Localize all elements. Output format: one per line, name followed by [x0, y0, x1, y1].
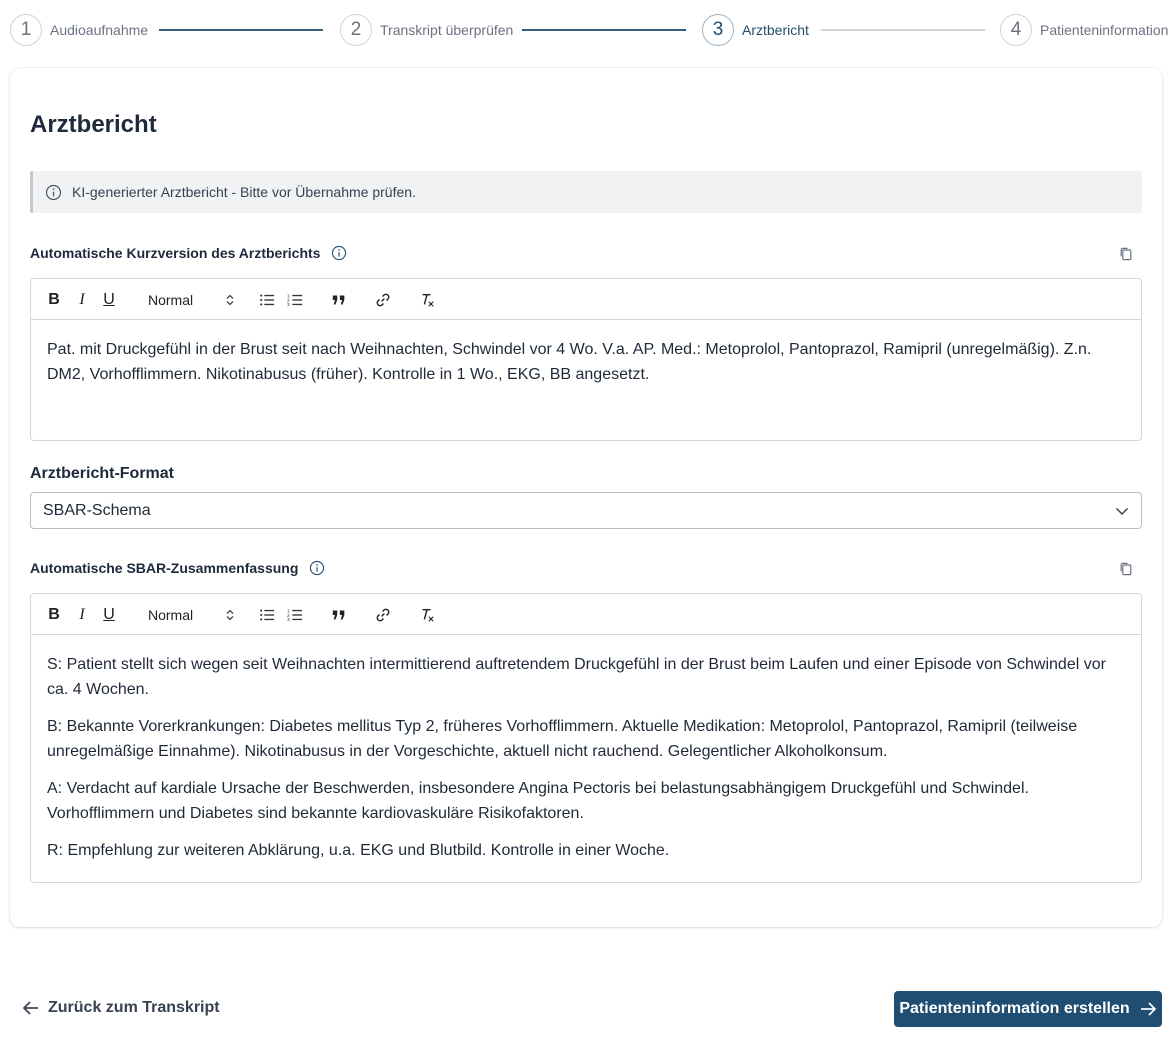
sbar-editor: [30, 593, 1142, 883]
sbar-situation: S: Patient stellt sich wegen seit Weihnachten intermittierend auftretendem Druckgefühl in der Brust beim Laufen und einer Episode von Schwindel vor ca. 4 Wochen.: [47, 656, 1106, 698]
copy-icon[interactable]: [1118, 561, 1134, 577]
format-select-value: SBAR-Schema: [43, 501, 151, 519]
back-to-transcript-button[interactable]: [22, 999, 220, 1017]
step-label: Transkript überprüfen: [380, 22, 514, 38]
svg-text:1: 1: [287, 294, 290, 300]
info-icon[interactable]: [331, 245, 347, 261]
stepper: [10, 14, 1169, 46]
step-label: Patienteninformation: [1040, 22, 1169, 38]
heading-select-value: Normal: [148, 292, 194, 308]
chevron-down-icon: [1115, 504, 1129, 518]
svg-text:3: 3: [287, 618, 290, 624]
bold-button[interactable]: B: [48, 291, 60, 308]
sbar-label-text: Automatische SBAR-Zusammenfassung: [30, 560, 299, 576]
step-number: 2: [340, 14, 372, 46]
clear-format-icon[interactable]: [419, 291, 435, 309]
info-icon[interactable]: [309, 560, 325, 576]
step-number: 1: [10, 14, 42, 46]
sbar-assessment: A: Verdacht auf kardiale Ursache der Beschwerden, insbesondere Angina Pectoris bei belastungsabhängigem Druckgefühl und Schwindel. Vorhofflimmern und Diabetes sind bekannte kardiovaskuläre Risikofaktoren.: [47, 780, 1029, 822]
svg-text:2: 2: [287, 298, 290, 304]
updown-icon: [226, 609, 234, 621]
bullet-list-icon[interactable]: [259, 291, 275, 309]
short-version-text: Pat. mit Druckgefühl in der Brust seit nach Weihnachten, Schwindel vor 4 Wo. V.a. AP. Med.: Metoprolol, Pantoprazol, Ramipril (unregelmäßig). Z.n. DM2, Vorhofflimmern. Nikotinabusus (früher). Kontrolle in 1 Wo., EKG, BB angesetzt.: [47, 341, 1092, 383]
arrow-right-icon: [1139, 1000, 1157, 1018]
ordered-list-icon[interactable]: [287, 291, 303, 309]
step-label: Arztbericht: [742, 22, 809, 38]
svg-text:1: 1: [287, 609, 290, 615]
sbar-content[interactable]: [31, 635, 1141, 877]
step-3[interactable]: [702, 14, 809, 46]
info-icon: [45, 184, 62, 201]
heading-select[interactable]: [148, 291, 234, 309]
updown-icon: [226, 294, 234, 306]
step-2[interactable]: [340, 14, 513, 46]
link-icon[interactable]: [375, 291, 391, 309]
editor-toolbar: [31, 279, 1141, 320]
back-label: Zurück zum Transkript: [48, 999, 220, 1016]
arrow-left-icon: [22, 999, 40, 1017]
link-icon[interactable]: [375, 606, 391, 624]
sbar-recommendation: R: Empfehlung zur weiteren Abklärung, u.a. EKG und Blutbild. Kontrolle in einer Woche.: [47, 842, 670, 859]
ordered-list-icon[interactable]: [287, 606, 303, 624]
ai-notice: [30, 171, 1142, 213]
next-label: Patienteninformation erstellen: [899, 1000, 1130, 1017]
step-number: 4: [1000, 14, 1032, 46]
short-version-label-text: Automatische Kurzversion des Arztberichts: [30, 245, 321, 261]
create-patient-info-button[interactable]: [894, 991, 1162, 1027]
underline-button[interactable]: U: [103, 291, 115, 308]
sbar-label: [30, 560, 325, 576]
format-label: Arztbericht-Format: [30, 465, 175, 482]
blockquote-icon[interactable]: [331, 606, 347, 624]
step-1[interactable]: [10, 14, 148, 46]
step-4[interactable]: [1000, 14, 1168, 46]
step-number: 3: [702, 14, 734, 46]
report-card: [10, 68, 1162, 927]
format-select[interactable]: [30, 492, 1142, 529]
heading-select[interactable]: [148, 606, 234, 624]
clear-format-icon[interactable]: [419, 606, 435, 624]
sbar-background: B: Bekannte Vorerkrankungen: Diabetes mellitus Typ 2, früheres Vorhofflimmern. Aktuelle Medikation: Metoprolol, Pantoprazol, Ramipril (teilweise unregelmäßige Einnahme). Nikotinabusus in der Vorgeschichte, aktuell nicht rauchend. Gelegentlicher Alkoholkonsum.: [47, 718, 1078, 760]
short-version-label: [30, 245, 347, 261]
italic-button[interactable]: I: [79, 291, 85, 308]
page-title: Arztbericht: [30, 111, 157, 138]
heading-select-value: Normal: [148, 607, 194, 623]
step-connector: [522, 29, 686, 31]
svg-text:3: 3: [287, 303, 290, 309]
blockquote-icon[interactable]: [331, 291, 347, 309]
notice-text: KI-generierter Arztbericht - Bitte vor Übernahme prüfen.: [72, 184, 416, 200]
step-connector: [821, 29, 985, 31]
short-version-editor: [30, 278, 1142, 441]
bullet-list-icon[interactable]: [259, 606, 275, 624]
bold-button[interactable]: B: [48, 606, 60, 623]
svg-text:2: 2: [287, 613, 290, 619]
underline-button[interactable]: U: [103, 606, 115, 623]
italic-button[interactable]: I: [79, 606, 85, 623]
editor-toolbar: [31, 594, 1141, 635]
short-version-content[interactable]: [31, 320, 1141, 401]
step-label: Audioaufnahme: [50, 22, 149, 38]
step-connector: [159, 29, 323, 31]
copy-icon[interactable]: [1118, 246, 1134, 262]
